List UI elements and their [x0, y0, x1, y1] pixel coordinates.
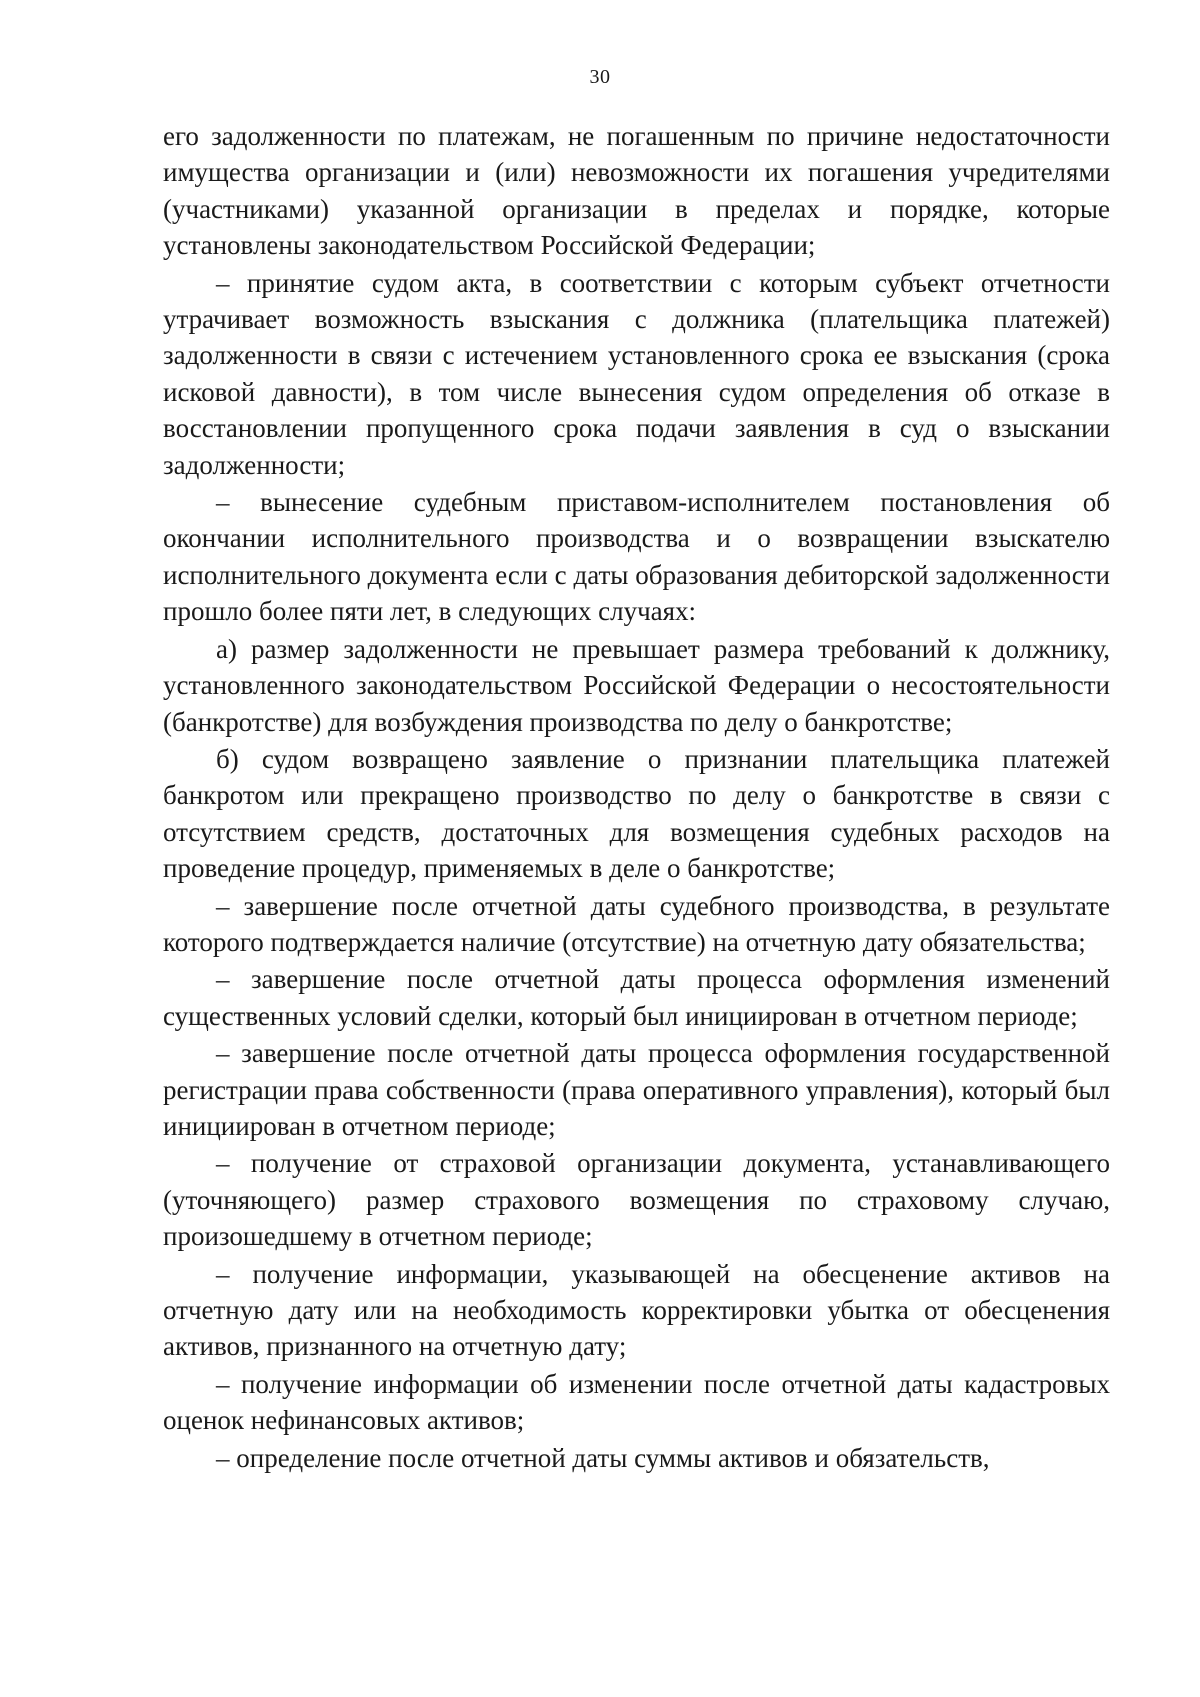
paragraph: – вынесение судебным приставом-исполнителем постановления об окончании исполнительного производства и о возвращении взыскателю исполнительного документа если с даты образования дебиторской задолженности прошло более пяти лет, в следующих случаях:: [163, 487, 1110, 627]
paragraph: – завершение после отчетной даты процесса оформления государственной регистрации права собственности (права оперативного управления), который был инициирован в отчетном периоде;: [163, 1038, 1110, 1141]
document-body: [163, 118, 1110, 1477]
paragraph: – получение от страховой организации документа, устанавливающего (уточняющего) размер страхового возмещения по страховому случаю, произошедшему в отчетном периоде;: [163, 1148, 1110, 1252]
paragraph: – получение информации об изменении после отчетной даты кадастровых оценок нефинансовых активов;: [163, 1368, 1110, 1436]
paragraph: а) размер задолженности не превышает размера требований к должнику, установленного законодательством Российской Федерации о несостоятельности (банкротстве) для возбуждения производства по делу о банкротстве;: [163, 633, 1110, 737]
paragraph: – завершение после отчетной даты судебного производства, в результате которого подтверждается наличие (отсутствие) на отчетную дату обязательства;: [163, 890, 1110, 957]
paragraph: б) судом возвращено заявление о признании плательщика платежей банкротом или прекращено производство по делу о банкротстве в связи с отсутствием средств, достаточных для возмещения судебных расходов на проведение процедур, применяемых в деле о банкротстве;: [163, 743, 1110, 884]
paragraph: – получение информации, указывающей на обесценение активов на отчетную дату или на необходимость корректировки убытка от обесценения активов, признанного на отчетную дату;: [163, 1258, 1110, 1362]
paragraph: – принятие судом акта, в соответствии с которым субъект отчетности утрачивает возможность взыскания с должника (плательщика платежей) задолженности в связи с истечением установленного срока ее взыскания (срока исковой давности), в том числе вынесения судом определения об отказе в восстановлении пропущенного срока подачи заявления в суд о взыскании задолженности;: [163, 267, 1110, 480]
paragraph: его задолженности по платежам, не погашенным по причине недостаточности имущества организации и (или) невозможности их погашения учредителями (участниками) указанной организации в пределах и порядке, которые установлены законодательством Российской Федерации;: [163, 121, 1110, 261]
paragraph: – определение после отчетной даты суммы активов и обязательств,: [216, 1442, 990, 1473]
page-number: 30: [589, 66, 611, 88]
paragraph: – завершение после отчетной даты процесса оформления изменений существенных условий сделки, который был инициирован в отчетном периоде;: [163, 964, 1110, 1031]
